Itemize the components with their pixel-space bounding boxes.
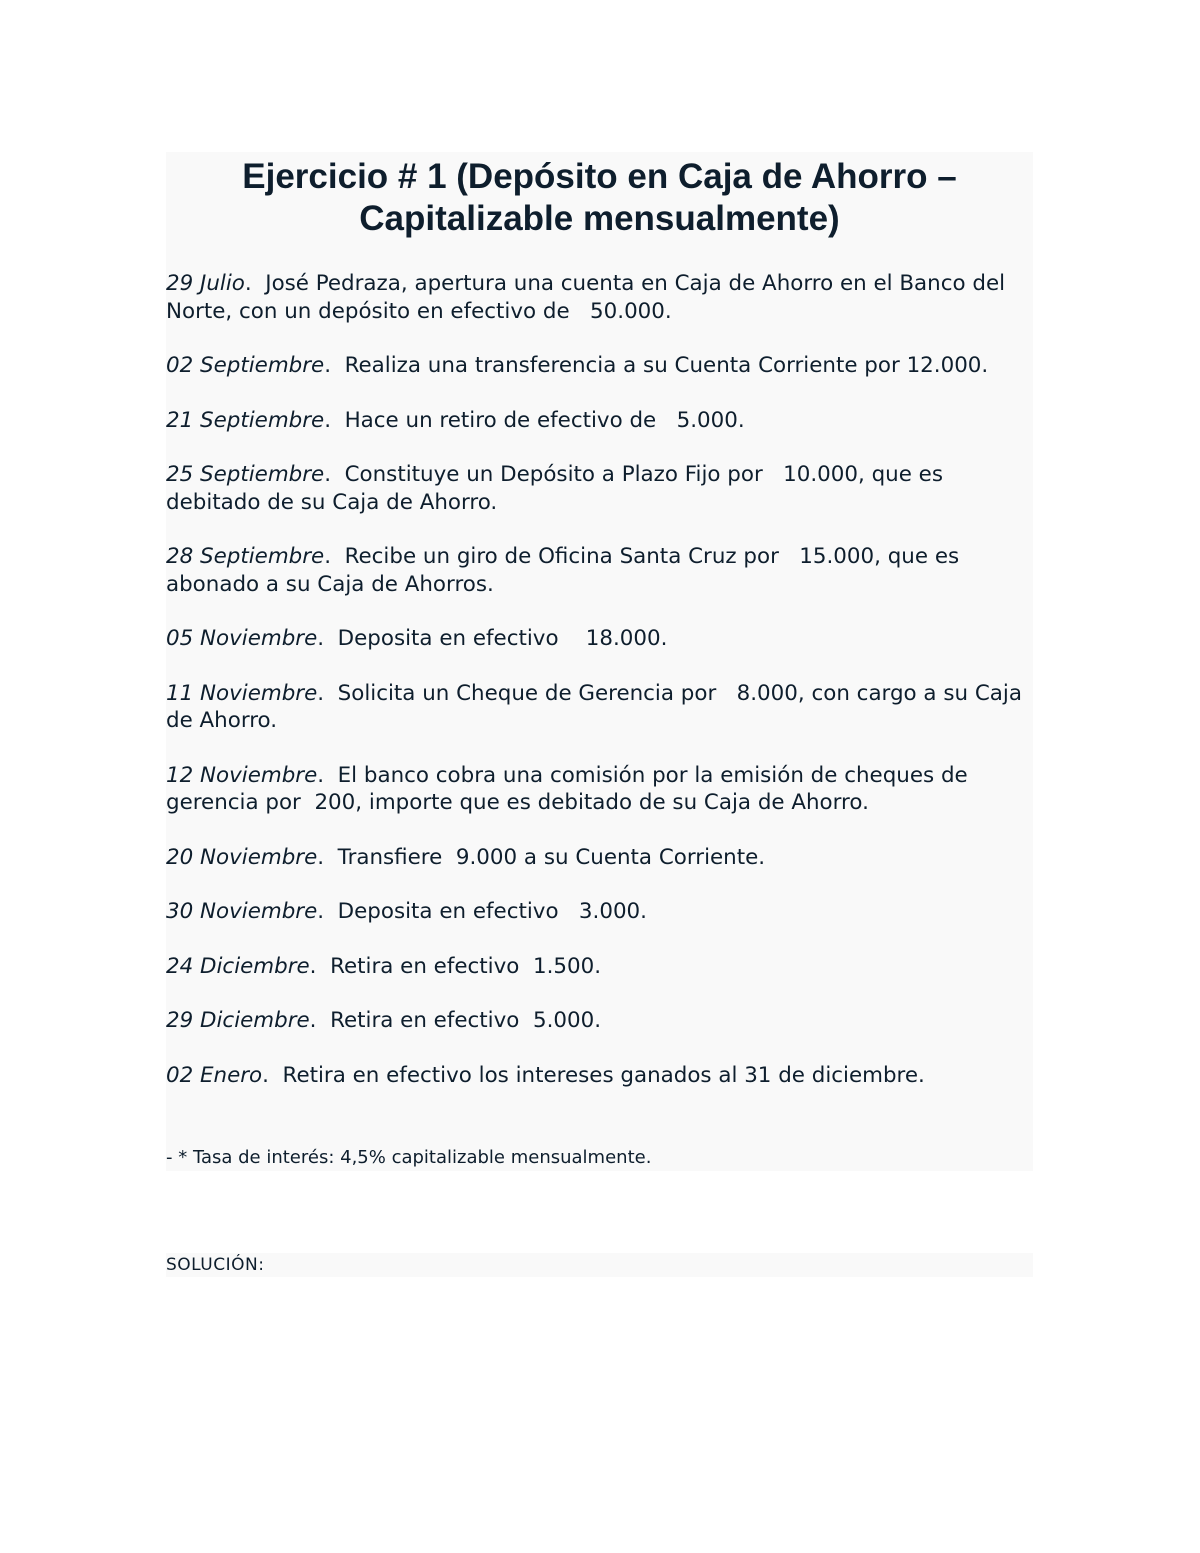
entry-date: 11 Noviembre xyxy=(166,680,318,706)
entry-text: . Recibe un giro de Oficina Santa Cruz por 15.000, que es abonado a su Caja de Ahorros. xyxy=(166,544,966,597)
entry-date: 02 Enero xyxy=(166,1062,263,1088)
entry-text: . Deposita en efectivo 3.000. xyxy=(317,899,647,924)
entry-date: 05 Noviembre xyxy=(166,626,318,651)
entry-date: 30 Noviembre xyxy=(166,899,318,924)
transaction-entry xyxy=(166,407,1033,435)
transaction-entry xyxy=(166,680,1033,735)
transaction-entry xyxy=(166,625,1033,653)
entry-text: . Solicita un Cheque de Gerencia por 8.000, con cargo a su Caja de Ahorro. xyxy=(166,680,1029,733)
entry-date: 28 Septiembre xyxy=(166,544,325,569)
entry-date: 24 Diciembre xyxy=(166,953,310,979)
transaction-entry xyxy=(166,953,1033,981)
entry-date: 21 Septiembre xyxy=(166,407,325,433)
title-line-2: Capitalizable mensualmente) xyxy=(359,199,840,238)
exercise-title xyxy=(166,156,1033,240)
entry-date: 25 Septiembre xyxy=(166,462,325,487)
entry-text: . Realiza una transferencia a su Cuenta Corriente por 12.000. xyxy=(324,353,989,378)
entry-text: . Retira en efectivo 1.500. xyxy=(309,953,602,979)
transaction-list xyxy=(166,270,1033,1116)
entry-date: 12 Noviembre xyxy=(166,762,318,788)
entry-date: 29 Diciembre xyxy=(166,1008,310,1033)
entry-text: . Deposita en efectivo 18.000. xyxy=(317,626,668,651)
solution-label: SOLUCIÓN: xyxy=(166,1255,265,1275)
transaction-entry xyxy=(166,1062,1033,1090)
entry-text: . El banco cobra una comisión por la emisión de cheques de gerencia por 200, importe que es debitado de su Caja de Ahorro. xyxy=(166,762,975,815)
entry-date: 29 Julio xyxy=(166,271,245,296)
entry-text: . Transfiere 9.000 a su Cuenta Corriente. xyxy=(317,844,766,870)
title-line-1: Ejercicio # 1 (Depósito en Caja de Ahorro – xyxy=(242,157,957,196)
entry-date: 02 Septiembre xyxy=(166,353,325,378)
transaction-entry xyxy=(166,270,1033,325)
transaction-entry xyxy=(166,461,1033,516)
solution-background xyxy=(166,1253,1033,1277)
transaction-entry xyxy=(166,543,1033,598)
transaction-entry xyxy=(166,898,1033,926)
entry-text: . Retira en efectivo 5.000. xyxy=(309,1008,602,1033)
transaction-entry xyxy=(166,1007,1033,1035)
entry-text: . Constituye un Depósito a Plazo Fijo por 10.000, que es debitado de su Caja de Ahorro. xyxy=(166,462,950,515)
transaction-entry xyxy=(166,352,1033,380)
entry-text: . Retira en efectivo los intereses ganados al 31 de diciembre. xyxy=(262,1062,925,1088)
interest-rate-note: - * Tasa de interés: 4,5% capitalizable mensualmente. xyxy=(166,1147,652,1168)
transaction-entry xyxy=(166,762,1033,817)
entry-text: . Hace un retiro de efectivo de 5.000. xyxy=(324,407,745,433)
entry-date: 20 Noviembre xyxy=(166,844,318,870)
entry-text: . José Pedraza, apertura una cuenta en Caja de Ahorro en el Banco del Norte, con un depósito en efectivo de 50.000. xyxy=(166,271,1012,324)
transaction-entry xyxy=(166,844,1033,872)
